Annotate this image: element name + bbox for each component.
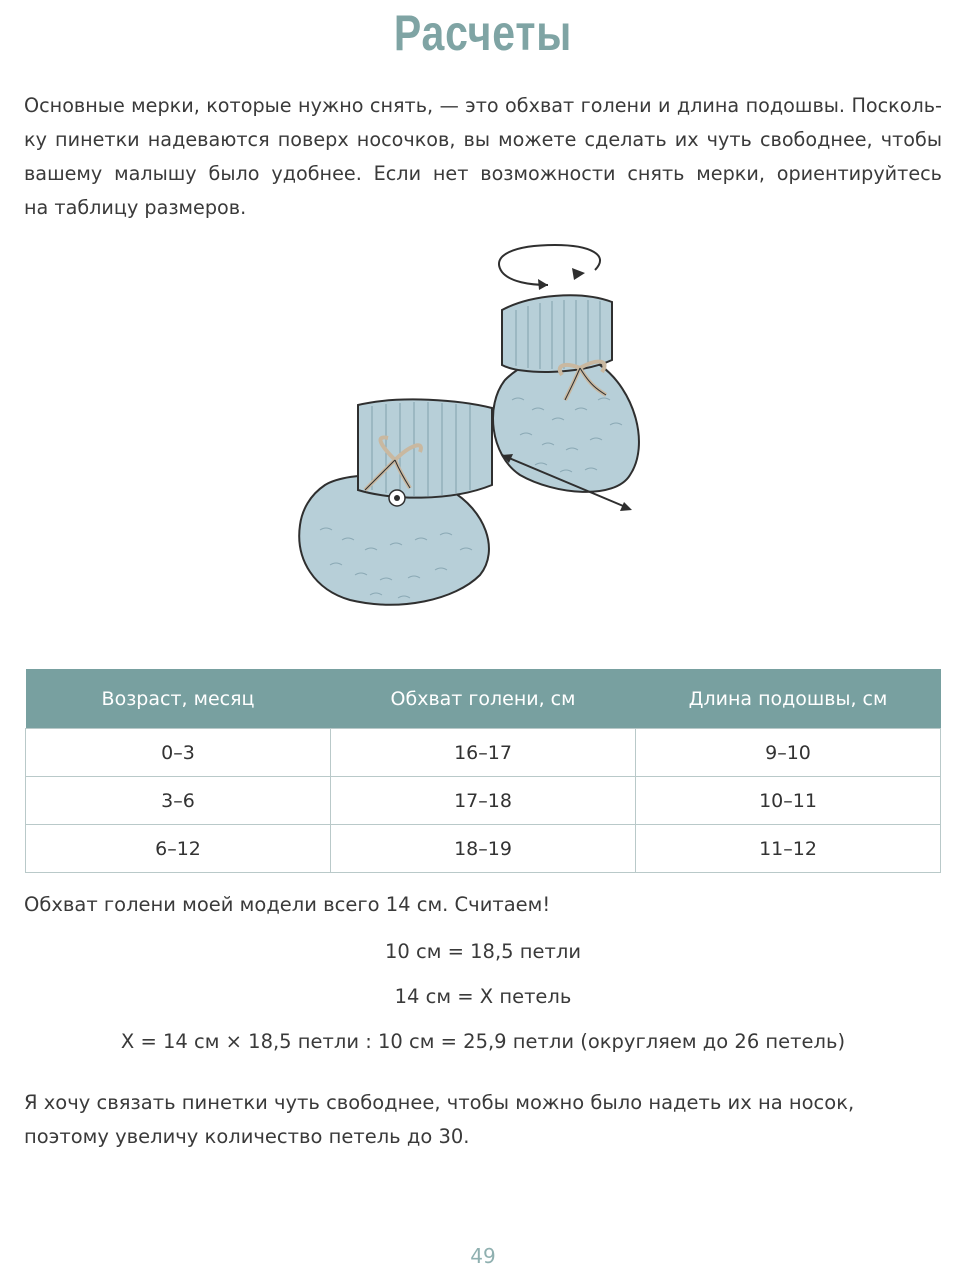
calculation-line-2: 14 см = Х петель [394, 985, 572, 1008]
calculation-intro: Обхват голени моей модели всего 14 см. Считаем! [24, 893, 551, 916]
calculation-line-1: 10 см = 18,5 петли [384, 940, 582, 963]
conclusion-line: Я хочу связать пинетки чуть свободнее, чтобы можно было надеть их на носок, [24, 1091, 855, 1114]
bootie-front [299, 399, 492, 604]
table-cell: 16–17 [331, 729, 636, 777]
calculation-line-3: Х = 14 см × 18,5 петли : 10 см = 25,9 петли (округляем до 26 петель) [120, 1030, 846, 1053]
intro-line: на таблицу размеров. [24, 196, 247, 219]
intro-line: ку пинетки надеваются поверх носочков, вы можете сделать их чуть свободнее, чтобы [24, 128, 942, 151]
table-row [26, 825, 941, 873]
knitted-booties-illustration [280, 240, 700, 620]
table-header-row [26, 669, 941, 729]
table-cell: 0–3 [26, 729, 331, 777]
intro-line: Основные мерки, которые нужно снять, — это обхват голени и длина подошвы. Посколь- [24, 94, 942, 117]
conclusion-paragraph [24, 1086, 942, 1154]
table-row [26, 729, 941, 777]
circumference-arrow-icon [499, 245, 600, 290]
page-title: Расчеты [393, 5, 573, 61]
table-cell: 10–11 [636, 777, 941, 825]
page-number: 49 [470, 1244, 496, 1268]
column-header-shin: Обхват голени, см [331, 669, 636, 729]
table-cell: 18–19 [331, 825, 636, 873]
conclusion-line: поэтому увеличу количество петель до 30. [24, 1125, 470, 1148]
intro-paragraph [24, 89, 942, 225]
table-cell: 6–12 [26, 825, 331, 873]
table-cell: 3–6 [26, 777, 331, 825]
table-row [26, 777, 941, 825]
table-cell: 9–10 [636, 729, 941, 777]
intro-line: вашему малышу было удобнее. Если нет возможности снять мерки, ориентируйтесь [24, 162, 942, 185]
bootie-back [493, 295, 639, 492]
table-cell: 17–18 [331, 777, 636, 825]
column-header-sole: Длина подошвы, см [636, 669, 941, 729]
column-header-age: Возраст, месяц [26, 669, 331, 729]
size-table [25, 669, 941, 873]
table-cell: 11–12 [636, 825, 941, 873]
